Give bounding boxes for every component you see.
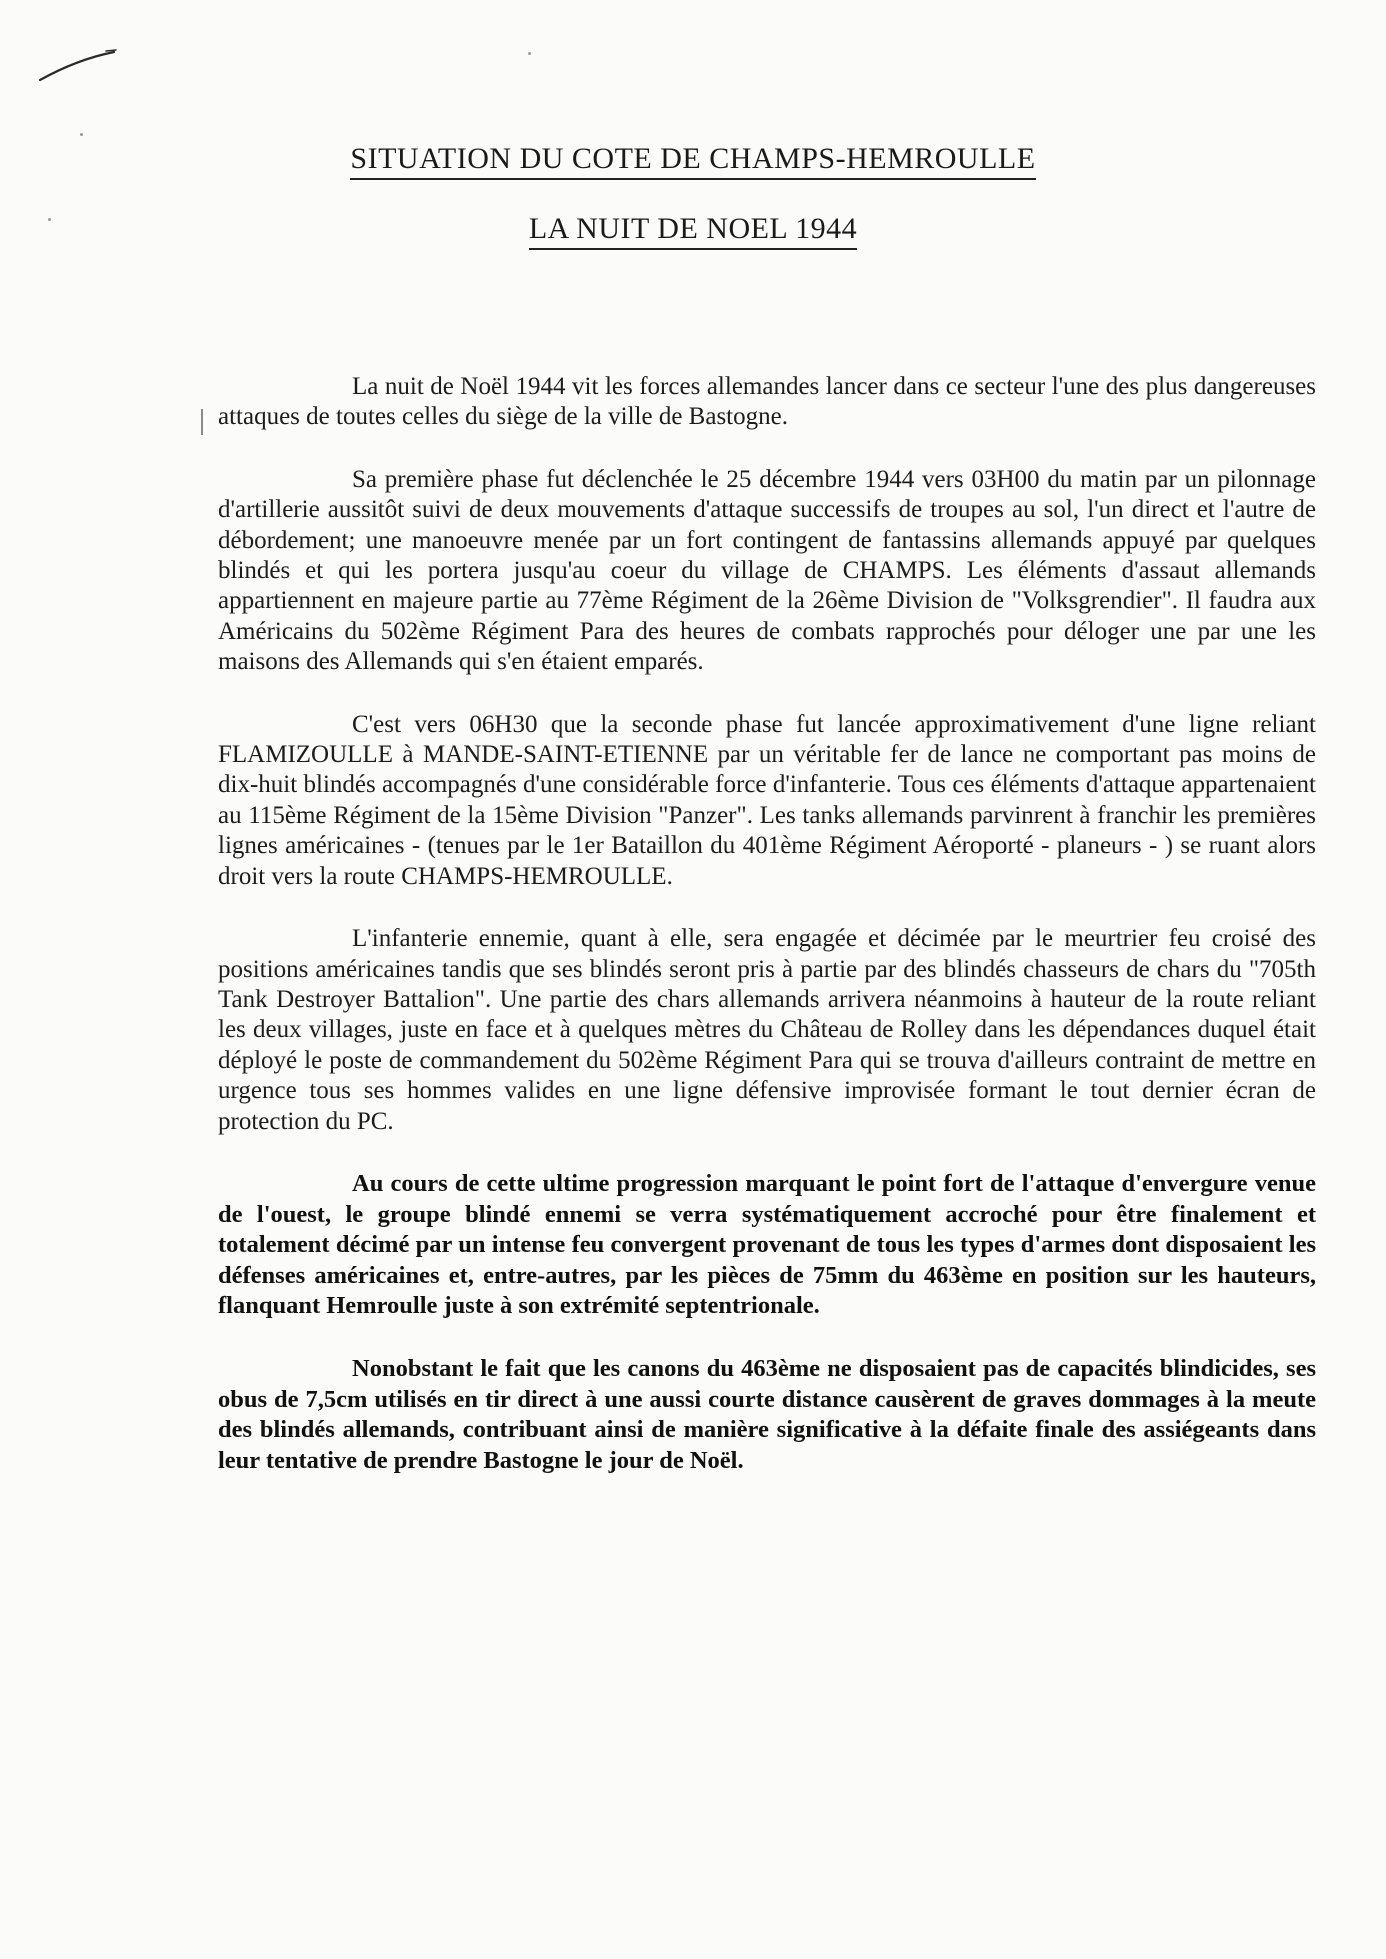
document-title — [0, 142, 1386, 176]
paragraph-2: Sa première phase fut déclenchée le 25 décembre 1944 vers 03H00 du matin par un pilonnage d'artillerie aussitôt suivi de deux mouvements d'attaque successifs de troupes au sol, l'un direct et l'autre de débordement; une manoeuvre menée par un fort contingent de fantassins allemands appuyé par quelques blindés et qui les portera jusqu'au coeur du village de CHAMPS. Les éléments d'assaut allemands appartiennent en majeure partie au 77ème Régiment de la 26ème Division de "Volksgrendier". Il faudra aux Américains du 502ème Régiment Para des heures de combats rapprochés pour déloger une par une les maisons des Allemands qui s'en étaient emparés. — [218, 465, 1316, 676]
scan-speck — [80, 133, 83, 136]
scan-speck — [528, 52, 531, 55]
paragraph-6: Nonobstant le fait que les canons du 463ème ne disposaient pas de capacités blindicides, ses obus de 7,5cm utilisés en tir direct à une aussi courte distance causèrent de graves dommages à la meute des blindés allemands, contribuant ainsi de manière significative à la défaite finale des assiégeants dans leur tentative de prendre Bastogne le jour de Noël. — [218, 1354, 1316, 1474]
paragraph-1: La nuit de Noël 1944 vit les forces allemandes lancer dans ce secteur l'une des plus dangereuses attaques de toutes celles du siège de la ville de Bastogne. — [218, 373, 1316, 431]
document-subtitle — [0, 212, 1386, 246]
paragraph-3: C'est vers 06H30 que la seconde phase fut lancée approximativement d'une ligne reliant FLAMIZOULLE à MANDE-SAINT-ETIENNE par un véritable fer de lance ne comportant pas moins de dix-huit blindés accompagnés d'une considérable force d'infanterie. Tous ces éléments d'attaque appartenaient au 115ème Régiment de la 15ème Division "Panzer". Les tanks allemands parvinrent à franchir les premières lignes américaines - (tenues par le 1er Bataillon du 401ème Régiment Aéroporté - planeurs - ) se ruant alors droit vers la route CHAMPS-HEMROULLE. — [218, 710, 1316, 890]
document-body — [218, 372, 1316, 1508]
title-line-2: LA NUIT DE NOEL 1944 — [529, 212, 857, 250]
title-line-1: SITUATION DU COTE DE CHAMPS-HEMROULLE — [350, 142, 1035, 180]
paragraph-5: Au cours de cette ultime progression marquant le point fort de l'attaque d'envergure venue de l'ouest, le groupe blindé ennemi se verra systématiquement accroché pour être finalement et totalement décimé par un intense feu convergent provenant de tous les types d'armes dont disposaient les défenses américaines et, entre-autres, par les pièces de 75mm du 463ème en position sur les hauteurs, flanquant Hemroulle juste à son extrémité septentrionale. — [218, 1169, 1316, 1320]
paragraph-4: L'infanterie ennemie, quant à elle, sera engagée et décimée par le meurtrier feu croisé des positions américaines tandis que ses blindés seront pris à partie par des blindés chasseurs de chars du "705th Tank Destroyer Battalion". Une partie des chars allemands arrivera néanmoins à hauteur de la route reliant les deux villages, juste en face et à quelques mètres du Château de Rolley dans les dépendances duquel était déployé le poste de commandement du 502ème Régiment Para qui se trouva d'ailleurs contraint de mettre en urgence tous ses hommes valides en une ligne défensive improvisée formant le tout dernier écran de protection du PC. — [218, 925, 1316, 1135]
pen-stroke-mark — [36, 46, 118, 86]
margin-mark — [201, 409, 203, 435]
